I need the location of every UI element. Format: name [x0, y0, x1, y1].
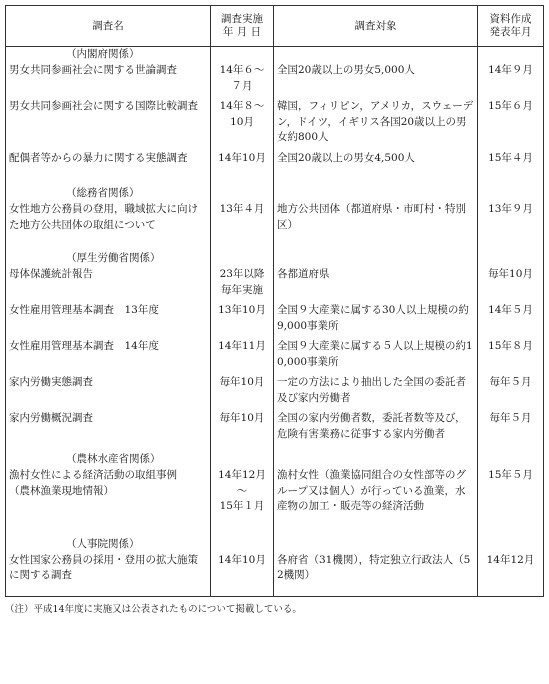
empty-cell — [478, 584, 544, 597]
header-survey-target: 調査対象 — [274, 6, 478, 47]
survey-name-cell: 家内労働実態調査 — [6, 375, 211, 406]
survey-date-cell: 14年10月 — [211, 151, 274, 167]
empty-cell — [274, 233, 478, 251]
survey-target-cell: 一定の方法により抽出した全国の委託者及び家内労働者 — [274, 375, 478, 406]
published-cell: 毎年５月 — [478, 375, 544, 406]
table-row — [6, 267, 544, 298]
survey-date-cell: 14年11月 — [211, 339, 274, 370]
empty-cell — [211, 584, 274, 597]
published-cell: 14年９月 — [478, 63, 544, 94]
survey-name-cell: 配偶者等からの暴力に関する実態調査 — [6, 151, 211, 167]
group-label: （内閣府関係） — [6, 47, 211, 64]
empty-cell — [211, 452, 274, 468]
table-row — [6, 151, 544, 167]
empty-cell — [6, 233, 211, 251]
empty-cell — [274, 452, 478, 468]
empty-cell — [6, 166, 211, 186]
survey-name-cell: 女性雇用管理基本調査 14年度 — [6, 339, 211, 370]
survey-date-cell: 14年６～ ７月 — [211, 63, 274, 94]
survey-table — [5, 5, 544, 597]
survey-target-cell: 漁村女性（漁業協同組合の女性部等のグループ又は個人）が行っている漁業，水産物の加工・販売等の経済活動 — [274, 468, 478, 515]
survey-date-cell: 13年４月 — [211, 202, 274, 233]
table-row — [6, 468, 544, 515]
empty-cell — [478, 515, 544, 537]
table-row — [6, 99, 544, 146]
group-label: （総務省関係） — [6, 186, 211, 202]
group-label: （農林水産省関係） — [6, 452, 211, 468]
survey-target-cell: 地方公共団体（都道府県・市町村・特別区） — [274, 202, 478, 233]
group-header-row — [6, 251, 544, 267]
group-header-row — [6, 47, 544, 64]
survey-name-cell: 女性国家公務員の採用・登用の拡大施策に関する調査 — [6, 553, 211, 584]
survey-target-cell: 各都道府県 — [274, 267, 478, 298]
survey-target-cell: 全国９大産業に属する30人以上規模の約9,000事業所 — [274, 303, 478, 334]
survey-target-cell: 全国20歳以上の男女4,500人 — [274, 151, 478, 167]
table-row — [6, 553, 544, 584]
group-header-row — [6, 537, 544, 553]
table-row — [6, 63, 544, 94]
survey-name-cell: 漁村女性による経済活動の取組事例 （農林漁業現地情報） — [6, 468, 211, 515]
published-cell: 13年９月 — [478, 202, 544, 233]
empty-cell — [6, 515, 211, 537]
published-cell: 14年12月 — [478, 553, 544, 584]
group-spacer — [6, 515, 544, 537]
empty-cell — [478, 166, 544, 186]
footnote: （注）平成14年度に実施又は公表されたものについて掲載している。 — [5, 603, 302, 615]
header-row — [6, 6, 544, 47]
survey-document — [5, 5, 543, 616]
empty-cell — [274, 442, 478, 452]
empty-cell — [478, 233, 544, 251]
group-spacer — [6, 584, 544, 597]
table-row — [6, 339, 544, 370]
empty-cell — [211, 537, 274, 553]
group-spacer — [6, 442, 544, 452]
survey-date-cell: 14年12月～ 15年１月 — [211, 468, 274, 515]
published-cell: 毎年５月 — [478, 411, 544, 442]
survey-date-cell: 毎年10月 — [211, 375, 274, 406]
empty-cell — [211, 515, 274, 537]
empty-cell — [211, 442, 274, 452]
survey-name-cell: 男女共同参画社会に関する世論調査 — [6, 63, 211, 94]
table-row — [6, 375, 544, 406]
empty-cell — [211, 186, 274, 202]
survey-date-cell: 14年８～ 10月 — [211, 99, 274, 146]
group-label: （人事院関係） — [6, 537, 211, 553]
survey-table-body — [6, 47, 544, 597]
group-header-row — [6, 186, 544, 202]
published-cell: 14年５月 — [478, 303, 544, 334]
survey-name-cell: 家内労働概況調査 — [6, 411, 211, 442]
empty-cell — [274, 515, 478, 537]
survey-target-cell: 各府省（31機関），特定独立行政法人（52機関） — [274, 553, 478, 584]
published-cell: 毎年10月 — [478, 267, 544, 298]
survey-name-cell: 女性雇用管理基本調査 13年度 — [6, 303, 211, 334]
survey-date-cell: 13年10月 — [211, 303, 274, 334]
table-row — [6, 303, 544, 334]
empty-cell — [478, 186, 544, 202]
survey-name-cell: 母体保護統計報告 — [6, 267, 211, 298]
empty-cell — [478, 251, 544, 267]
header-survey-date: 調査実施 年 月 日 — [211, 6, 274, 47]
empty-cell — [211, 251, 274, 267]
survey-date-cell: 23年以降 毎年実施 — [211, 267, 274, 298]
empty-cell — [478, 452, 544, 468]
empty-cell — [211, 166, 274, 186]
survey-target-cell: 全国の家内労働者数，委託者数等及び，危険有害業務に従事する家内労働者 — [274, 411, 478, 442]
empty-cell — [211, 233, 274, 251]
empty-cell — [211, 47, 274, 64]
empty-cell — [274, 166, 478, 186]
empty-cell — [274, 251, 478, 267]
empty-cell — [478, 47, 544, 64]
empty-cell — [274, 186, 478, 202]
empty-cell — [274, 537, 478, 553]
published-cell: 15年６月 — [478, 99, 544, 146]
empty-cell — [6, 584, 211, 597]
group-header-row — [6, 452, 544, 468]
published-cell: 15年５月 — [478, 468, 544, 515]
empty-cell — [274, 47, 478, 64]
published-cell: 15年４月 — [478, 151, 544, 167]
group-spacer — [6, 233, 544, 251]
empty-cell — [478, 537, 544, 553]
survey-target-cell: 全国20歳以上の男女5,000人 — [274, 63, 478, 94]
table-row — [6, 202, 544, 233]
survey-target-cell: 韓国，フィリピン，アメリカ，スウェーデン，ドイツ，イギリス各国20歳以上の男女約800人 — [274, 99, 478, 146]
empty-cell — [478, 442, 544, 452]
group-label: （厚生労働省関係） — [6, 251, 211, 267]
group-spacer — [6, 166, 544, 186]
header-survey-name: 調査名 — [6, 6, 211, 47]
survey-target-cell: 全国９大産業に属する５人以上規模の約10,000事業所 — [274, 339, 478, 370]
header-published: 資料作成 発表年月 — [478, 6, 544, 47]
survey-name-cell: 男女共同参画社会に関する国際比較調査 — [6, 99, 211, 146]
empty-cell — [6, 442, 211, 452]
survey-date-cell: 14年10月 — [211, 553, 274, 584]
survey-name-cell: 女性地方公務員の登用，職域拡大に向けた地方公共団体の取組について — [6, 202, 211, 233]
published-cell: 15年８月 — [478, 339, 544, 370]
table-row — [6, 411, 544, 442]
empty-cell — [274, 584, 478, 597]
survey-date-cell: 毎年10月 — [211, 411, 274, 442]
